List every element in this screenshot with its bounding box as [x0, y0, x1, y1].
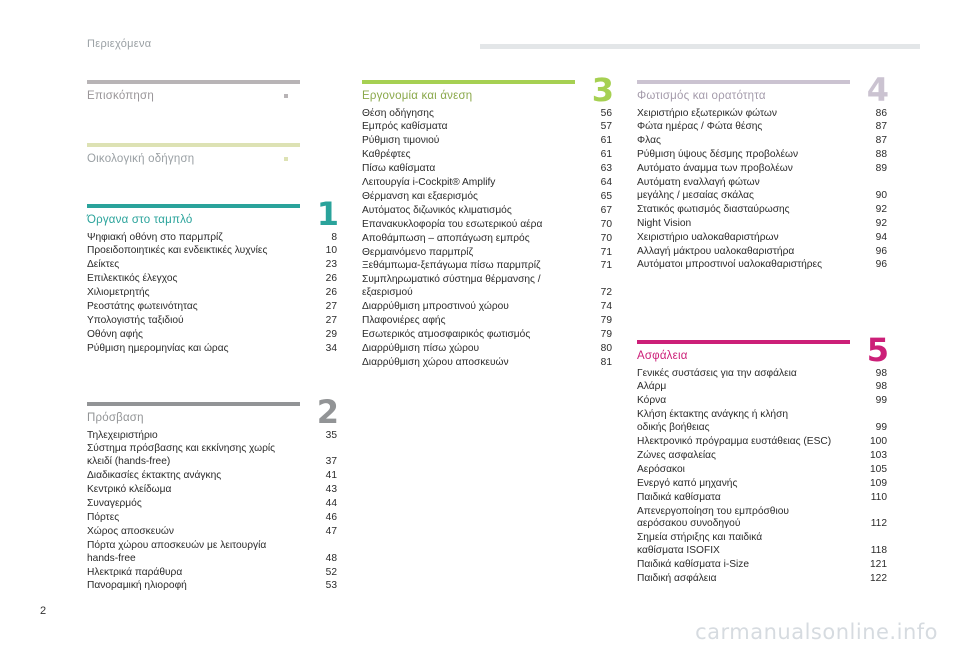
toc-entry-title: Ρύθμιση ύψους δέσμης προβολέων [637, 149, 799, 161]
section-title-eco[interactable]: Οικολογική οδήγηση [87, 153, 195, 165]
toc-entry[interactable] [637, 121, 887, 135]
toc-entry-title: Εμπρός καθίσματα [362, 121, 448, 133]
toc-list [637, 367, 887, 587]
toc-entry[interactable] [637, 559, 887, 573]
toc-entry-page: 92 [875, 203, 887, 215]
toc-entry-page: 34 [325, 342, 337, 354]
toc-entry-title: Αυτόματος διζωνικός κλιματισμός [362, 204, 512, 216]
toc-entry[interactable] [87, 342, 337, 356]
toc-entry[interactable] [362, 107, 612, 121]
toc-entry-title: Παιδικά καθίσματα i-Size [637, 559, 750, 571]
toc-entry-page: 103 [870, 449, 887, 461]
toc-entry-title: Συμπληρωματικό σύστημα θέρμανσης / εξαερισμού [362, 274, 541, 299]
section-rule [637, 340, 850, 344]
toc-entry-title: Ηλεκτρονικό πρόγραμμα ευστάθειας (ESC) [637, 436, 832, 448]
toc-entry-title: Τηλεχειριστήριο [87, 429, 158, 441]
toc-entry-page: 98 [875, 367, 887, 379]
chapter-number: 1 [316, 195, 339, 233]
toc-entry-page: 27 [325, 301, 337, 313]
toc-entry-title: Ρύθμιση ημερομηνίας και ώρας [87, 342, 229, 354]
toc-entry-title: Γενικές συστάσεις για την ασφάλεια [637, 367, 797, 379]
toc-entry[interactable] [637, 203, 887, 217]
toc-entry-page: 88 [875, 149, 887, 161]
toc-entry-title: Χειριστήριο υαλοκαθαριστήρων [637, 231, 779, 243]
toc-entry[interactable] [87, 484, 337, 498]
toc-entry-page: 64 [600, 177, 612, 189]
toc-entry[interactable] [637, 259, 887, 273]
toc-entry[interactable] [637, 409, 887, 436]
toc-entry[interactable] [362, 204, 612, 218]
toc-entry-title: Διαρρύθμιση πίσω χώρου [362, 342, 480, 354]
header-bar [480, 44, 920, 49]
section-instruments [87, 195, 339, 356]
toc-entry-title: Ζώνες ασφαλείας [637, 449, 716, 461]
toc-entry-page: 44 [325, 498, 337, 510]
toc-entry-page: 87 [875, 135, 887, 147]
toc-entry-title: Αερόσακοι [637, 463, 685, 475]
toc-entry[interactable] [87, 580, 337, 594]
toc-entry[interactable] [637, 573, 887, 587]
toc-entry-title: Επανακυκλοφορία του εσωτερικού αέρα [362, 218, 543, 230]
toc-entry-title: Καθρέφτες [362, 149, 411, 161]
toc-entry-page: 26 [325, 287, 337, 299]
toc-entry[interactable] [637, 231, 887, 245]
toc-entry[interactable] [637, 107, 887, 121]
section-eco [87, 143, 300, 169]
toc-entry[interactable] [87, 301, 337, 315]
toc-entry-page: 71 [600, 246, 612, 258]
toc-entry-page: 57 [600, 121, 612, 133]
toc-entry-title: Αυτόματη εναλλαγή φώτων μεγάλης / μεσαίας σκάλας [637, 177, 760, 201]
toc-entry[interactable] [87, 539, 337, 566]
toc-entry-page: 96 [875, 259, 887, 271]
toc-entry-page: 81 [600, 356, 612, 368]
toc-entry-page: 70 [600, 232, 612, 244]
toc-entry[interactable] [637, 532, 887, 559]
toc-list [637, 107, 887, 273]
toc-entry[interactable] [637, 163, 887, 177]
toc-entry[interactable] [87, 231, 337, 245]
toc-entry-title: Διαδικασίες έκτακτης ανάγκης [87, 470, 222, 482]
toc-entry-page: 96 [875, 245, 887, 257]
toc-entry-title: Πίσω καθίσματα [362, 163, 436, 175]
toc-entry-title: Θέση οδήγησης [362, 107, 434, 119]
toc-entry-page: 92 [875, 217, 887, 229]
section-rule [87, 143, 300, 147]
toc-entry-title: Αυτόματοι μπροστινοί υαλοκαθαριστήρες [637, 259, 823, 271]
toc-entry-title: Προειδοποιητικές και ενδεικτικές λυχνίες [87, 245, 268, 257]
toc-entry-page: 89 [875, 163, 887, 175]
toc-entry[interactable] [637, 135, 887, 149]
toc-entry-title: Σύστημα πρόσβασης και εκκίνησης χωρίς κλειδί (hands-free) [87, 443, 276, 468]
toc-entry[interactable] [637, 463, 887, 477]
toc-entry[interactable] [637, 477, 887, 491]
toc-entry[interactable] [87, 328, 337, 342]
toc-entry-page: 23 [325, 259, 337, 271]
toc-entry[interactable] [362, 260, 612, 274]
toc-entry-page: 61 [600, 135, 612, 147]
toc-entry-page: 110 [870, 491, 887, 503]
toc-entry[interactable] [362, 274, 612, 301]
toc-entry[interactable] [362, 301, 612, 315]
toc-entry-title: Πανοραμική ηλιοροφή [87, 580, 187, 592]
toc-entry-title: Πόρτες [87, 511, 120, 523]
toc-entry-page: 99 [875, 422, 887, 434]
toc-entry-page: 109 [870, 477, 887, 489]
section-title-overview[interactable]: Επισκόπηση [87, 90, 154, 102]
toc-entry-page: 29 [325, 328, 337, 340]
toc-entry[interactable] [362, 232, 612, 246]
toc-entry-page: 70 [600, 218, 612, 230]
toc-entry-page: 118 [870, 545, 887, 557]
toc-entry-page: 79 [600, 329, 612, 340]
toc-list [87, 429, 337, 594]
toc-entry-title: Υπολογιστής ταξιδιού [87, 314, 184, 326]
toc-entry-page: 26 [325, 273, 337, 285]
toc-entry-page: 87 [875, 121, 887, 133]
toc-entry[interactable] [637, 449, 887, 463]
toc-entry-title: Ενεργό καπό μηχανής [637, 477, 738, 489]
toc-entry[interactable] [362, 163, 612, 177]
toc-entry-page: 61 [600, 149, 612, 161]
toc-entry-page: 86 [875, 107, 887, 119]
section-access [87, 393, 339, 594]
toc-entry[interactable] [87, 566, 337, 580]
toc-entry-page: 80 [600, 342, 612, 354]
toc-entry-page: 71 [600, 260, 612, 272]
toc-entry[interactable] [87, 245, 337, 259]
chapter-number: 2 [316, 393, 339, 431]
toc-entry-title: Αυτόματο άναμμα των προβολέων [637, 163, 793, 175]
toc-entry-page: 112 [870, 518, 887, 530]
section-rule [362, 80, 575, 84]
toc-entry-page: 122 [870, 573, 887, 585]
toc-entry-title: Κεντρικό κλείδωμα [87, 484, 172, 496]
toc-entry-page: 99 [875, 395, 887, 407]
toc-entry[interactable] [362, 342, 612, 356]
toc-entry-page: 8 [331, 231, 337, 243]
toc-entry-title: Ρύθμιση τιμονιού [362, 135, 440, 147]
toc-entry[interactable] [637, 381, 887, 395]
toc-entry-page: 98 [875, 381, 887, 393]
toc-entry[interactable] [87, 525, 337, 539]
toc-entry-page: 37 [325, 456, 337, 468]
toc-entry[interactable] [362, 315, 612, 329]
toc-entry-title: Χειριστήριο εξωτερικών φώτων [637, 107, 777, 119]
toc-entry-title: Αλάρμ [637, 381, 667, 393]
toc-list [362, 107, 612, 370]
toc-entry[interactable] [637, 436, 887, 450]
toc-entry[interactable] [87, 259, 337, 273]
watermark: carmanualsonline.info [695, 620, 938, 644]
section-dot [284, 94, 288, 98]
toc-entry[interactable] [637, 491, 887, 505]
toc-entry[interactable] [362, 190, 612, 204]
toc-entry-title: Ηλεκτρικά παράθυρα [87, 566, 183, 578]
toc-entry-page: 121 [870, 559, 887, 571]
toc-entry-title: Διαρρύθμιση χώρου αποσκευών [362, 356, 509, 368]
toc-entry[interactable] [637, 149, 887, 163]
toc-list [87, 231, 337, 356]
page-title: Περιεχόμενα [87, 38, 152, 50]
toc-entry-title: Λειτουργία i-Cockpit® Amplify [362, 177, 496, 189]
toc-entry[interactable] [362, 135, 612, 149]
toc-entry[interactable] [637, 217, 887, 231]
toc-entry[interactable] [87, 498, 337, 512]
toc-entry-page: 43 [325, 484, 337, 496]
page-number: 2 [40, 605, 47, 617]
toc-entry-page: 90 [875, 189, 887, 201]
toc-entry[interactable] [87, 443, 337, 470]
toc-entry-title: Σημεία στήριξης και παιδικά καθίσματα ISOFIX [637, 532, 763, 557]
toc-entry-title: Κλήση έκτακτης ανάγκης ή κλήση οδικής βοήθειας [637, 409, 789, 434]
toc-entry[interactable] [87, 511, 337, 525]
toc-entry-title: Φλας [637, 135, 661, 147]
toc-entry[interactable] [362, 246, 612, 260]
toc-entry-page: 105 [870, 463, 887, 475]
toc-entry-title: Δείκτες [87, 259, 120, 271]
section-rule [637, 80, 850, 84]
section-overview [87, 80, 300, 106]
toc-entry-page: 56 [600, 107, 612, 119]
toc-entry-page: 79 [600, 315, 612, 327]
toc-entry[interactable] [87, 429, 337, 443]
toc-entry-page: 67 [600, 204, 612, 216]
section-safety [637, 331, 889, 587]
section-title-instruments[interactable]: Όργανα στο ταμπλό [87, 214, 193, 226]
toc-entry-title: Χιλιομετρητής [87, 287, 150, 299]
toc-entry-title: Χώρος αποσκευών [87, 525, 174, 537]
toc-entry-page: 65 [600, 190, 612, 202]
toc-entry-title: Ξεθάμπωμα-ξεπάγωμα πίσω παρμπρίζ [362, 260, 541, 272]
toc-entry-page: 94 [875, 231, 887, 243]
toc-entry-page: 74 [600, 301, 612, 313]
toc-entry-page: 27 [325, 314, 337, 326]
section-title-access[interactable]: Πρόσβαση [87, 412, 144, 424]
toc-entry-page: 10 [325, 245, 337, 257]
toc-entry[interactable] [87, 314, 337, 328]
toc-entry[interactable] [637, 505, 887, 532]
toc-entry[interactable] [362, 149, 612, 163]
section-title-safety[interactable]: Ασφάλεια [637, 350, 688, 362]
toc-entry-page: 47 [325, 525, 337, 537]
toc-entry-title: Αλλαγή μάκτρου υαλοκαθαριστήρα [637, 245, 795, 257]
toc-entry-title: Απενεργοποίηση του εμπρόσθιου αερόσακου συνοδηγού [637, 505, 789, 530]
section-rule [87, 204, 300, 208]
section-lighting [637, 71, 889, 273]
chapter-number: 3 [591, 71, 614, 109]
section-rule [87, 80, 300, 84]
toc-entry-page: 72 [600, 287, 612, 299]
toc-entry-title: Αποθάμπωση – αποπάγωση εμπρός [362, 232, 530, 244]
toc-entry[interactable] [362, 121, 612, 135]
toc-entry-page: 53 [325, 580, 337, 592]
toc-entry-title: Στατικός φωτισμός διασταύρωσης [637, 203, 790, 215]
toc-entry-title: Παιδικά καθίσματα [637, 491, 721, 503]
chapter-number: 5 [866, 331, 889, 369]
toc-entry-title: Night Vision [637, 217, 692, 229]
toc-entry[interactable] [362, 177, 612, 191]
toc-entry-title: Ρεοστάτης φωτεινότητας [87, 301, 198, 313]
toc-entry[interactable] [637, 245, 887, 259]
toc-entry-title: Επιλεκτικός έλεγχος [87, 273, 178, 285]
toc-entry[interactable] [637, 367, 887, 381]
toc-entry-title: Εσωτερικός ατμοσφαιρικός φωτισμός [362, 329, 531, 340]
toc-entry[interactable] [362, 356, 612, 370]
section-title-ergonomics[interactable]: Εργονομία και άνεση [362, 90, 473, 102]
toc-entry-page: 63 [600, 163, 612, 175]
chapter-number: 4 [866, 71, 889, 109]
toc-entry-page: 52 [325, 566, 337, 578]
toc-entry[interactable] [87, 470, 337, 484]
toc-entry-title: Θερμαινόμενο παρμπρίζ [362, 246, 474, 258]
toc-entry-page: 35 [325, 429, 337, 441]
toc-entry[interactable] [87, 273, 337, 287]
toc-entry-title: Πόρτα χώρου αποσκευών με λειτουργία hands-free [87, 539, 267, 564]
section-ergonomics [362, 71, 614, 370]
toc-entry-page: 48 [325, 552, 337, 564]
toc-entry[interactable] [87, 287, 337, 301]
toc-entry-title: Κόρνα [637, 395, 667, 407]
toc-entry-title: Πλαφονιέρες αφής [362, 315, 446, 327]
section-rule [87, 402, 300, 406]
toc-entry-title: Ψηφιακή οθόνη στο παρμπρίζ [87, 231, 223, 243]
toc-entry[interactable] [637, 395, 887, 409]
toc-entry-title: Διαρρύθμιση μπροστινού χώρου [362, 301, 509, 313]
toc-entry-title: Συναγερμός [87, 498, 142, 510]
toc-entry-title: Φώτα ημέρας / Φώτα θέσης [637, 121, 763, 133]
toc-entry-title: Θέρμανση και εξαερισμός [362, 190, 478, 202]
section-dot [284, 157, 288, 161]
toc-entry[interactable] [362, 329, 612, 343]
toc-entry-title: Οθόνη αφής [87, 328, 143, 340]
toc-entry[interactable] [637, 177, 887, 204]
toc-entry[interactable] [362, 218, 612, 232]
toc-entry-page: 100 [870, 436, 887, 448]
section-title-lighting[interactable]: Φωτισμός και ορατότητα [637, 90, 766, 102]
toc-entry-page: 46 [325, 511, 337, 523]
toc-entry-page: 41 [325, 470, 337, 482]
toc-entry-title: Παιδική ασφάλεια [637, 573, 717, 585]
